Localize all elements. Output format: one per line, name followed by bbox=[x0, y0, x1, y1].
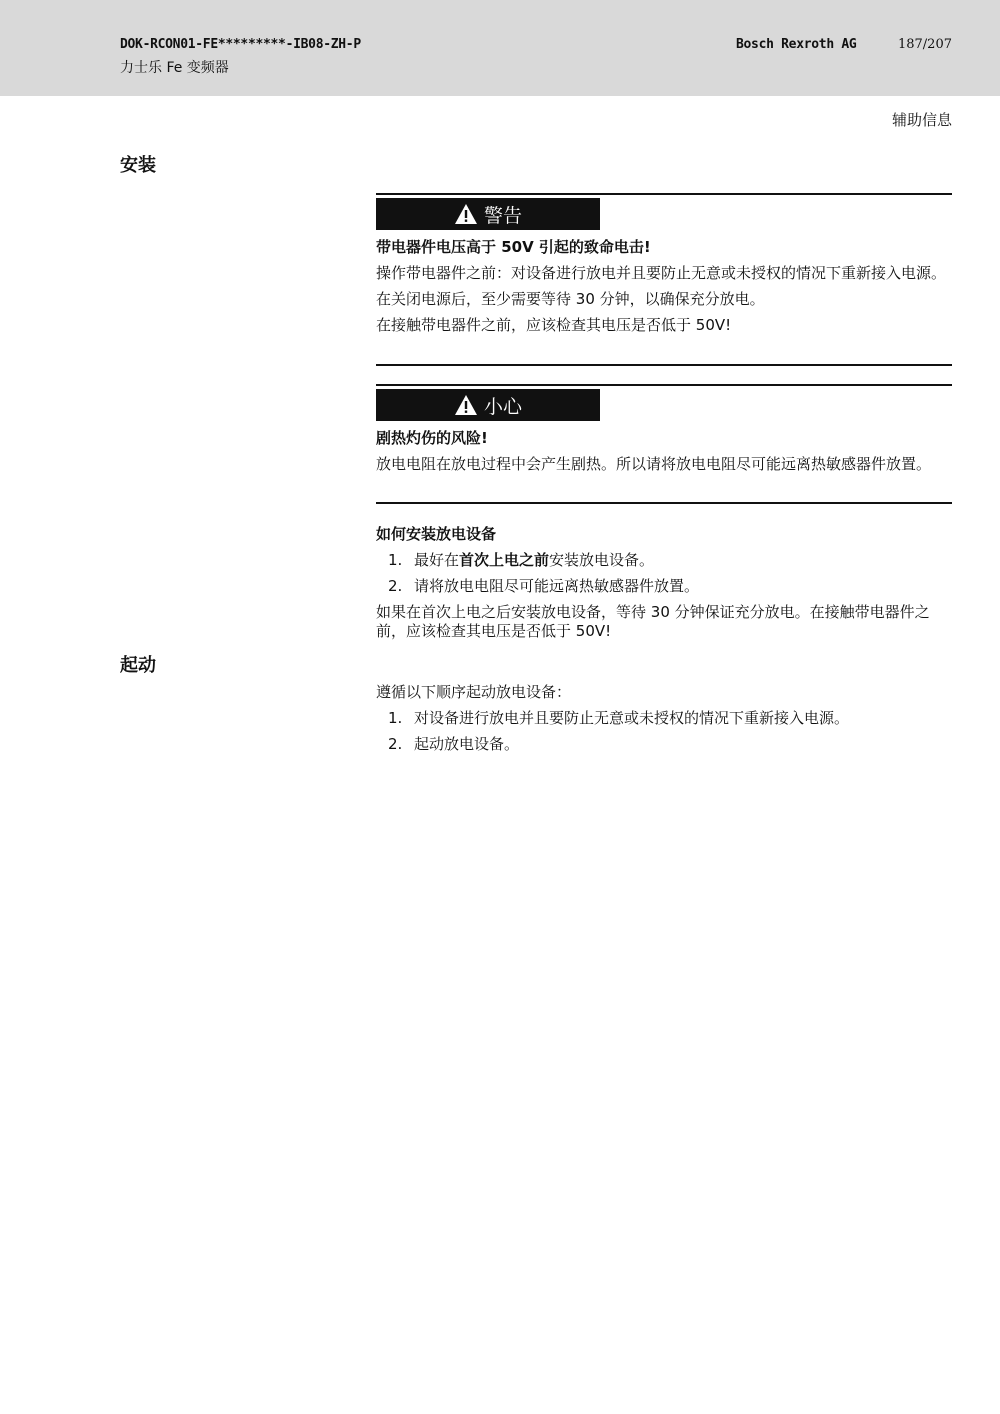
caution-top-rule bbox=[376, 384, 952, 386]
install-note: 如果在首次上电之后安装放电设备，等待 30 分钟保证充分放电。在接触带电器件之前，应该检查其电压是否低于 50V! bbox=[376, 603, 930, 640]
list-text bbox=[414, 551, 952, 570]
emphasis-text: 首次上电之前 bbox=[459, 551, 550, 569]
list-text: 对设备进行放电并且要防止无意或未授权的情况下重新接入电源。 bbox=[414, 709, 850, 727]
caution-paragraph: 放电电阻在放电过程中会产生剧热。所以请将放电电阻尽可能远离热敏感器件放置。 bbox=[376, 455, 932, 473]
company-name: Bosch Rexroth AG bbox=[736, 37, 857, 52]
warning-top-rule bbox=[376, 193, 952, 195]
list-number: 2. bbox=[388, 735, 403, 753]
caution-bottom-rule bbox=[376, 502, 952, 504]
list-item bbox=[376, 735, 952, 754]
document-subtitle: 力士乐 Fe 变频器 bbox=[120, 60, 229, 76]
section-label: 辅助信息 bbox=[891, 111, 952, 129]
list-item bbox=[376, 709, 952, 728]
list-text-part: 最好在 bbox=[414, 551, 460, 569]
warning-triangle-icon bbox=[454, 203, 478, 225]
warning-bottom-rule bbox=[376, 364, 952, 366]
install-heading: 安装 bbox=[120, 155, 156, 176]
startup-procedure bbox=[376, 683, 952, 761]
list-text-part: 安装放电设备。 bbox=[549, 551, 655, 569]
caution-banner bbox=[376, 389, 600, 421]
startup-heading: 起动 bbox=[120, 655, 156, 676]
list-number: 1. bbox=[388, 709, 403, 727]
list-number: 2. bbox=[388, 577, 403, 595]
install-procedure bbox=[376, 525, 952, 648]
warning-paragraph: 操作带电器件之前：对设备进行放电并且要防止无意或未授权的情况下重新接入电源。 bbox=[376, 264, 947, 282]
warning-paragraph: 在接触带电器件之前，应该检查其电压是否低于 50V! bbox=[376, 316, 732, 334]
startup-intro: 遵循以下顺序起动放电设备： bbox=[376, 683, 572, 701]
warning-label: 警告 bbox=[483, 204, 522, 227]
caution-body bbox=[376, 429, 952, 481]
list-number: 1. bbox=[388, 551, 403, 569]
caution-label: 小心 bbox=[483, 395, 522, 418]
list-text: 起动放电设备。 bbox=[414, 735, 520, 753]
page-number: 187/207 bbox=[897, 37, 952, 52]
howto-title: 如何安装放电设备 bbox=[376, 525, 497, 543]
caution-title: 剧热灼伤的风险! bbox=[376, 429, 488, 447]
document-code: DOK-RCON01-FE*********-IB08-ZH-P bbox=[120, 37, 361, 52]
warning-title: 带电器件电压高于 50V 引起的致命电击! bbox=[376, 238, 651, 256]
list-item bbox=[376, 577, 952, 596]
list-text: 请将放电电阻尽可能远离热敏感器件放置。 bbox=[414, 577, 700, 595]
warning-triangle-icon bbox=[454, 394, 478, 416]
warning-paragraph: 在关闭电源后，至少需要等待 30 分钟，以确保充分放电。 bbox=[376, 290, 765, 308]
warning-banner bbox=[376, 198, 600, 230]
list-item bbox=[376, 551, 952, 570]
warning-body bbox=[376, 238, 952, 342]
